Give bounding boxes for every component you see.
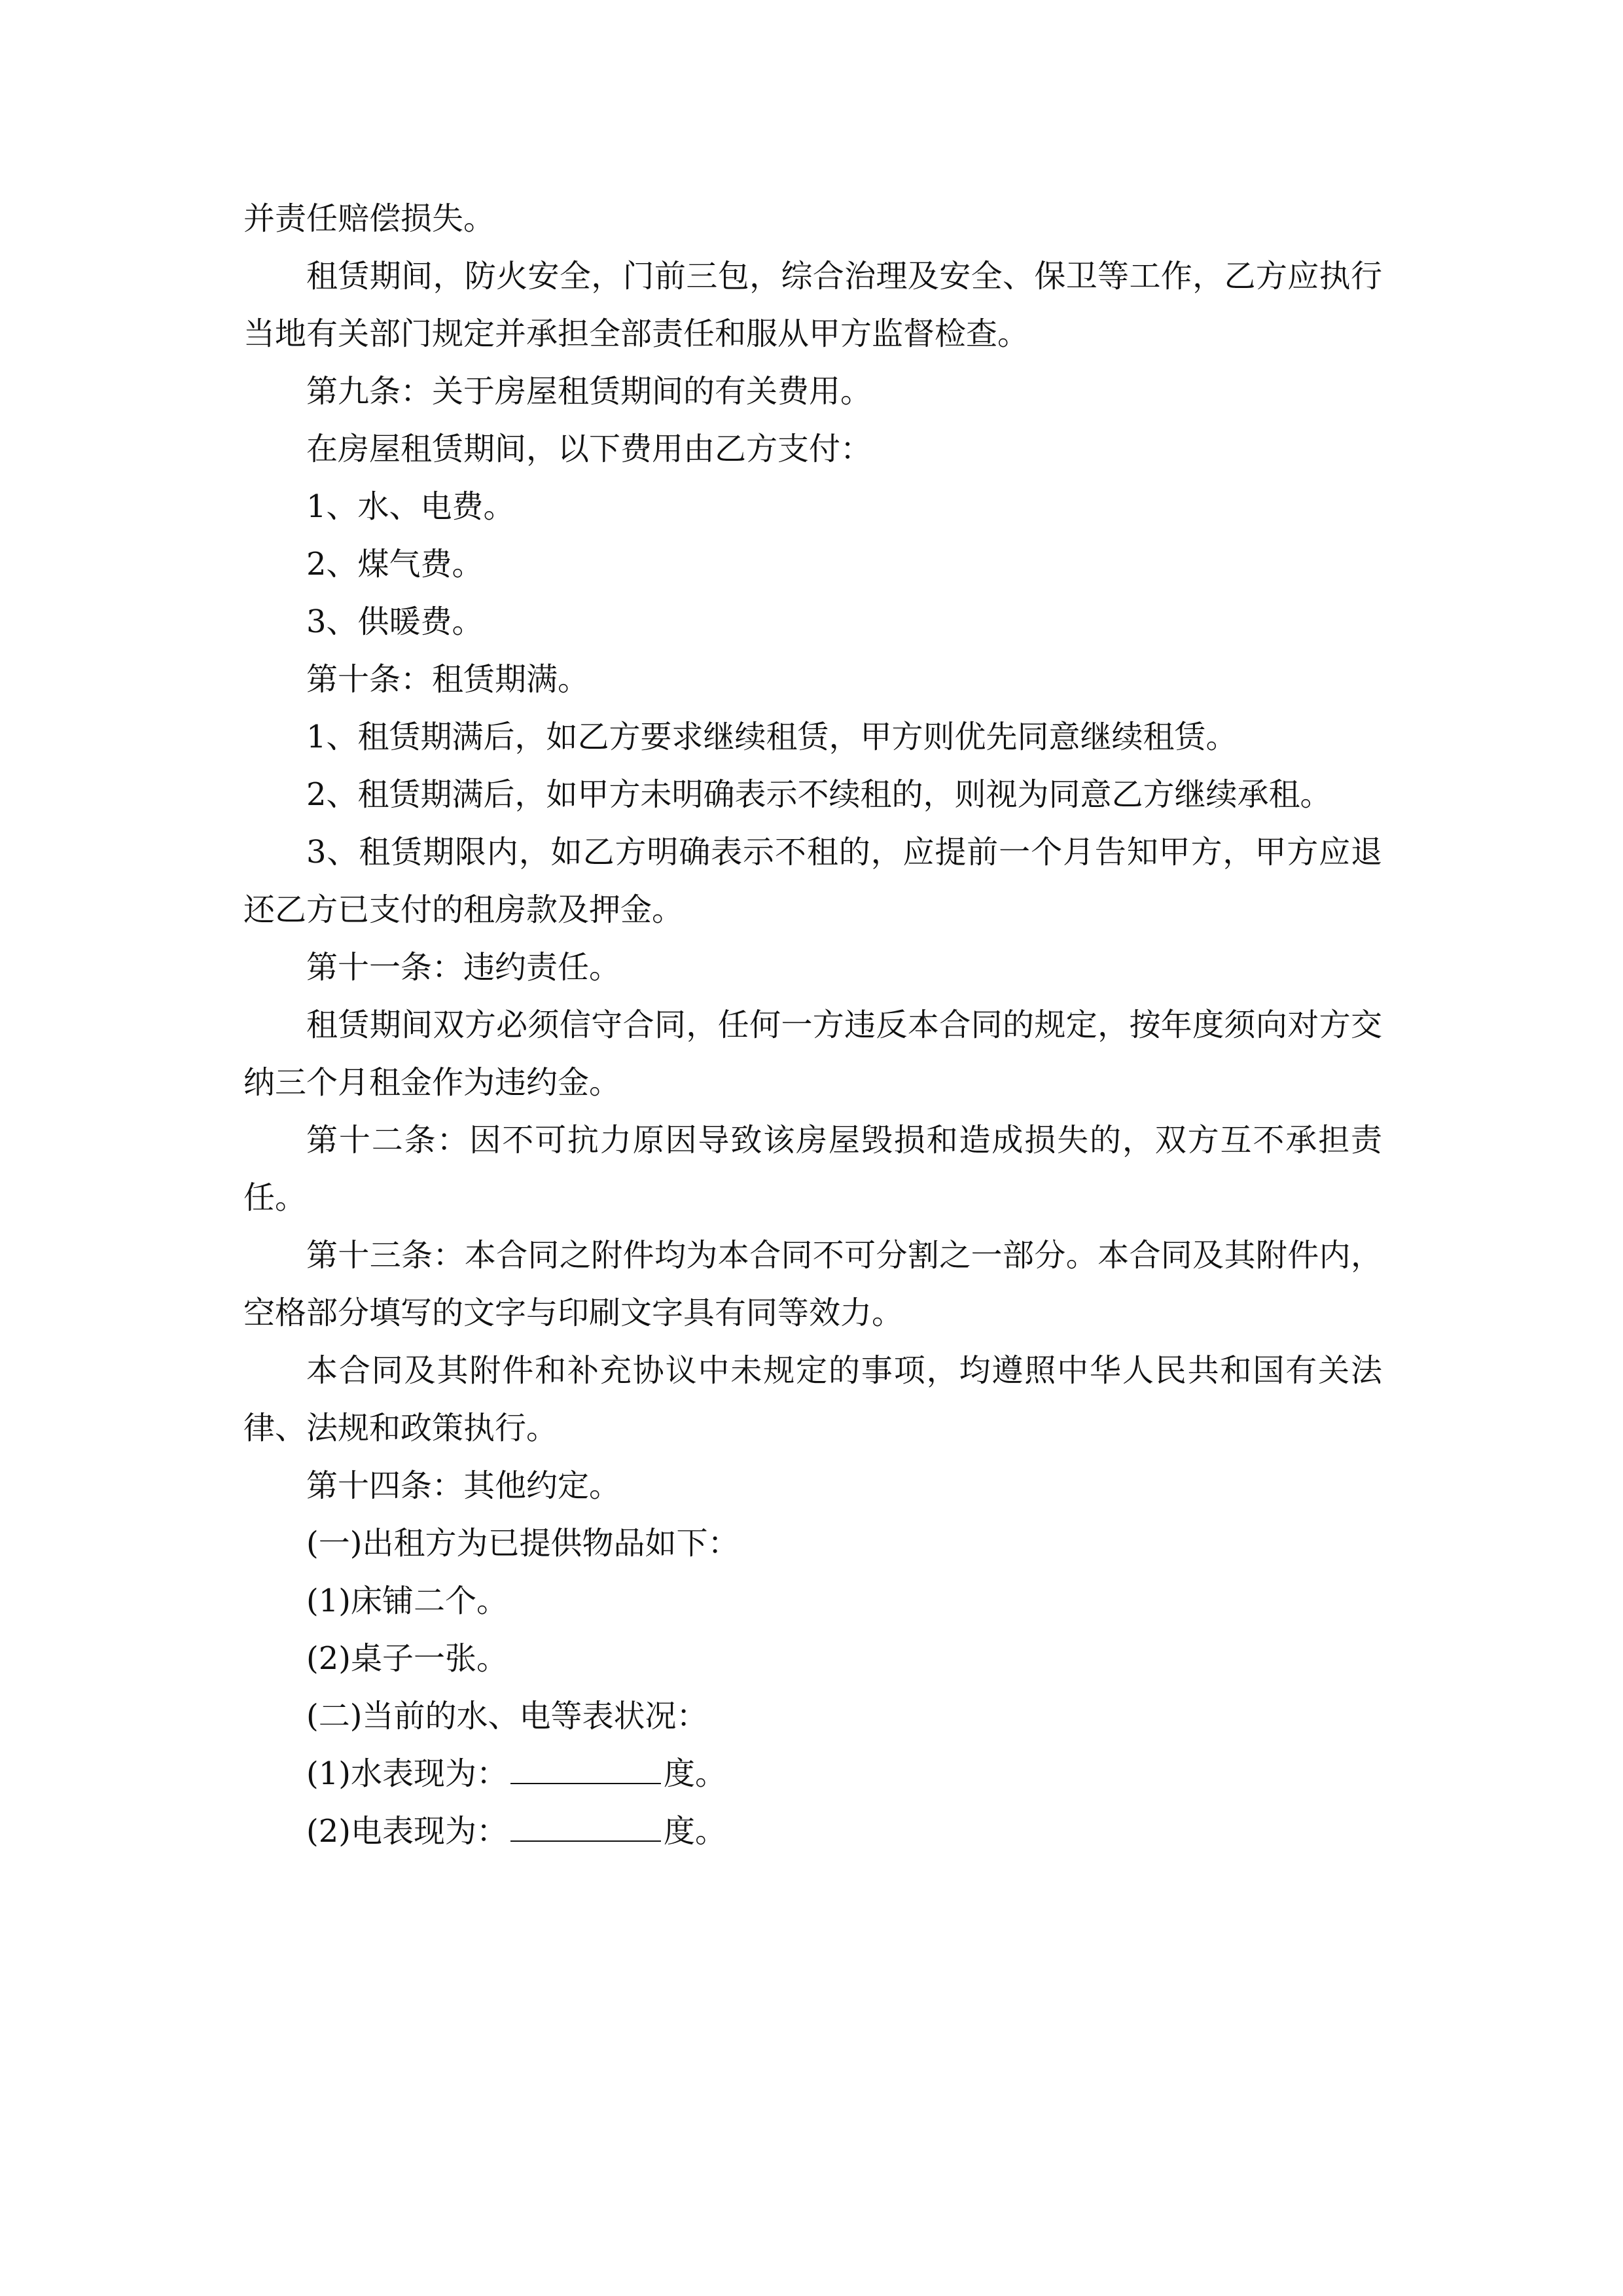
paragraph-governing-law: 本合同及其附件和补充协议中未规定的事项，均遵照中华人民共和国有关法律、法规和政策执行。 (243, 1352, 1382, 1446)
paragraph-continuation: 并责任赔偿损失。 (243, 200, 495, 237)
list-item-auto-renewal: 2、租赁期满后，如甲方未明确表示不续租的，则视为同意乙方继续承租。 (306, 776, 1332, 813)
power-meter-line (243, 1803, 1382, 1860)
paragraph-fees-intro: 在房屋租赁期间，以下费用由乙方支付： (306, 431, 872, 467)
article-11-heading: 第十一条：违约责任。 (306, 949, 621, 986)
article-9-heading: 第九条：关于房屋租赁期间的有关费用。 (306, 373, 872, 410)
article-10-heading: 第十条：租赁期满。 (306, 661, 590, 698)
power-meter-blank (510, 1840, 661, 1842)
water-meter-unit: 度。 (664, 1755, 727, 1792)
article-14-heading: 第十四条：其他约定。 (306, 1467, 621, 1504)
list-item-heating: 3、供暖费。 (306, 603, 484, 640)
list-item-renewal-priority: 1、租赁期满后，如乙方要求继续租赁，甲方则优先同意继续租赁。 (306, 719, 1238, 755)
list-item-table: (2)桌子一张。 (306, 1640, 508, 1677)
water-meter-line (243, 1745, 1382, 1803)
document-body (243, 190, 1382, 1860)
article-13-attachments: 第十三条：本合同之附件均为本合同不可分割之一部分。本合同及其附件内，空格部分填写的文字与印刷文字具有同等效力。 (243, 1237, 1382, 1331)
list-item-water-electricity: 1、水、电费。 (306, 488, 515, 525)
water-meter-label: (1)水表现为： (306, 1755, 508, 1792)
list-item-gas: 2、煤气费。 (306, 546, 484, 583)
paragraph-breach-penalty: 租赁期间双方必须信守合同，任何一方违反本合同的规定，按年度须向对方交纳三个月租金作为违约金。 (243, 1007, 1382, 1101)
section-provided-items: (一)出租方为已提供物品如下： (306, 1525, 740, 1562)
article-12-force-majeure: 第十二条：因不可抗力原因导致该房屋毁损和造成损失的，双方互不承担责任。 (243, 1122, 1382, 1216)
water-meter-blank (510, 1782, 661, 1784)
list-item-early-termination: 3、租赁期限内，如乙方明确表示不租的，应提前一个月告知甲方，甲方应退还乙方已支付的租房款及押金。 (243, 834, 1382, 928)
paragraph-safety-duties: 租赁期间，防火安全，门前三包，综合治理及安全、保卫等工作，乙方应执行当地有关部门规定并承担全部责任和服从甲方监督检查。 (243, 258, 1382, 352)
power-meter-label: (2)电表现为： (306, 1813, 508, 1850)
section-meter-status: (二)当前的水、电等表状况： (306, 1698, 708, 1734)
power-meter-unit: 度。 (664, 1813, 727, 1850)
list-item-beds: (1)床铺二个。 (306, 1583, 508, 1619)
